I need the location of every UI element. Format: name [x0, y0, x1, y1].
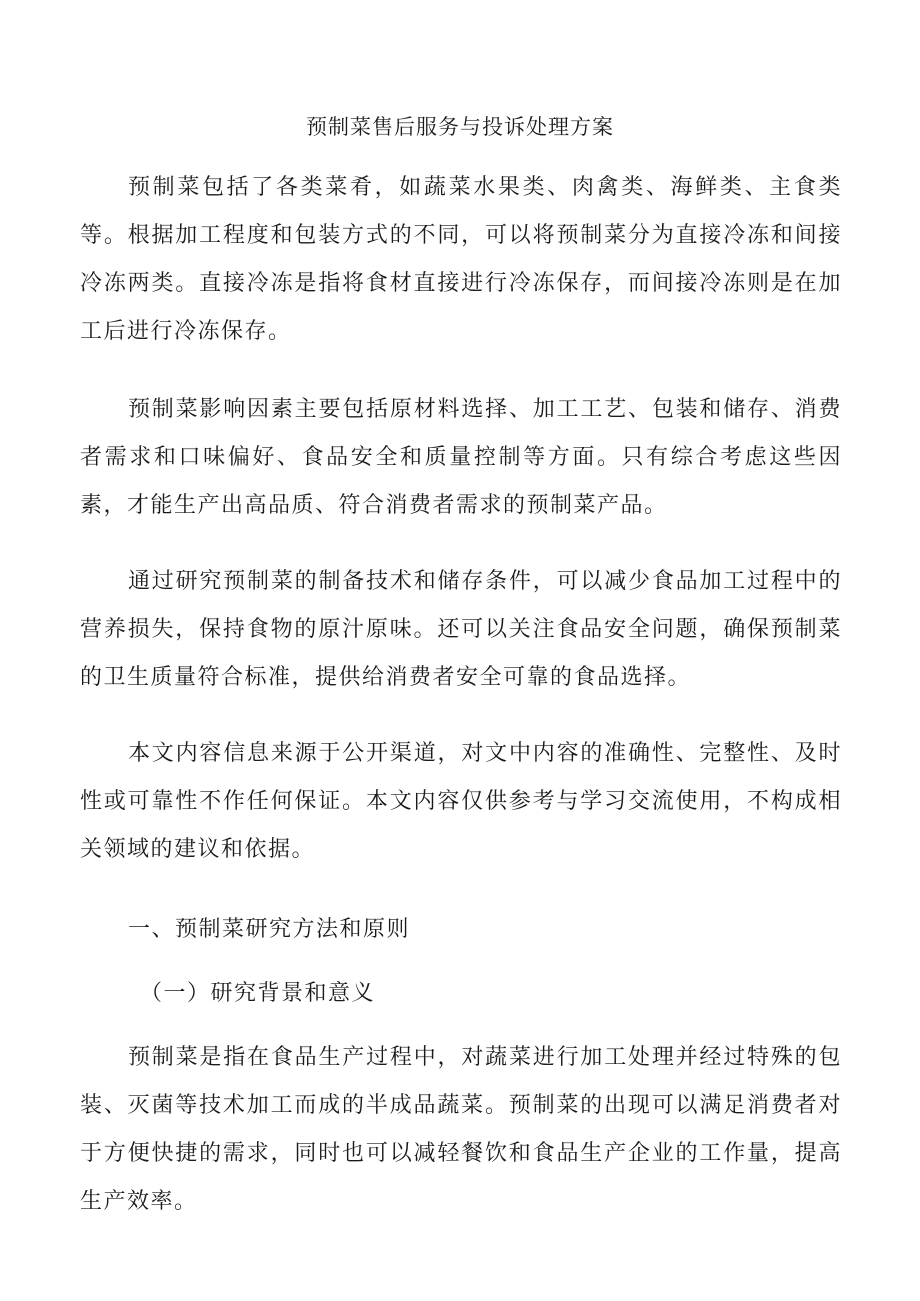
paragraph-factors: 预制菜影响因素主要包括原材料选择、加工工艺、包装和储存、消费者需求和口味偏好、食品安全和质量控制等方面。只有综合考虑这些因素，才能生产出高品质、符合消费者需求的预制菜产品。: [80, 397, 842, 518]
section-heading: 一、预制菜研究方法和原则: [128, 917, 411, 942]
subsection-heading: （一）研究背景和意义: [140, 981, 376, 1006]
document-title: 预制菜售后服务与投诉处理方案: [306, 115, 614, 139]
paragraph-background: 预制菜是指在食品生产过程中，对蔬菜进行加工处理并经过特殊的包装、灭菌等技术加工而成的半成品蔬菜。预制菜的出现可以满足消费者对于方便快捷的需求，同时也可以减轻餐饮和食品生产企业的工作量，提高生产效率。: [80, 1045, 842, 1214]
paragraph-research: 通过研究预制菜的制备技术和储存条件，可以减少食品加工过程中的营养损失，保持食物的原汁原味。还可以关注食品安全问题，确保预制菜的卫生质量符合标准，提供给消费者安全可靠的食品选择。: [80, 569, 842, 690]
paragraph-intro: 预制菜包括了各类菜肴，如蔬菜水果类、肉禽类、海鲜类、主食类等。根据加工程度和包装方式的不同，可以将预制菜分为直接冷冻和间接冷冻两类。直接冷冻是指将食材直接进行冷冻保存，而间接冷冻则是在加工后进行冷冻保存。: [80, 175, 842, 344]
paragraph-disclaimer: 本文内容信息来源于公开渠道，对文中内容的准确性、完整性、及时性或可靠性不作任何保证。本文内容仅供参考与学习交流使用，不构成相关领域的建议和依据。: [80, 741, 842, 862]
